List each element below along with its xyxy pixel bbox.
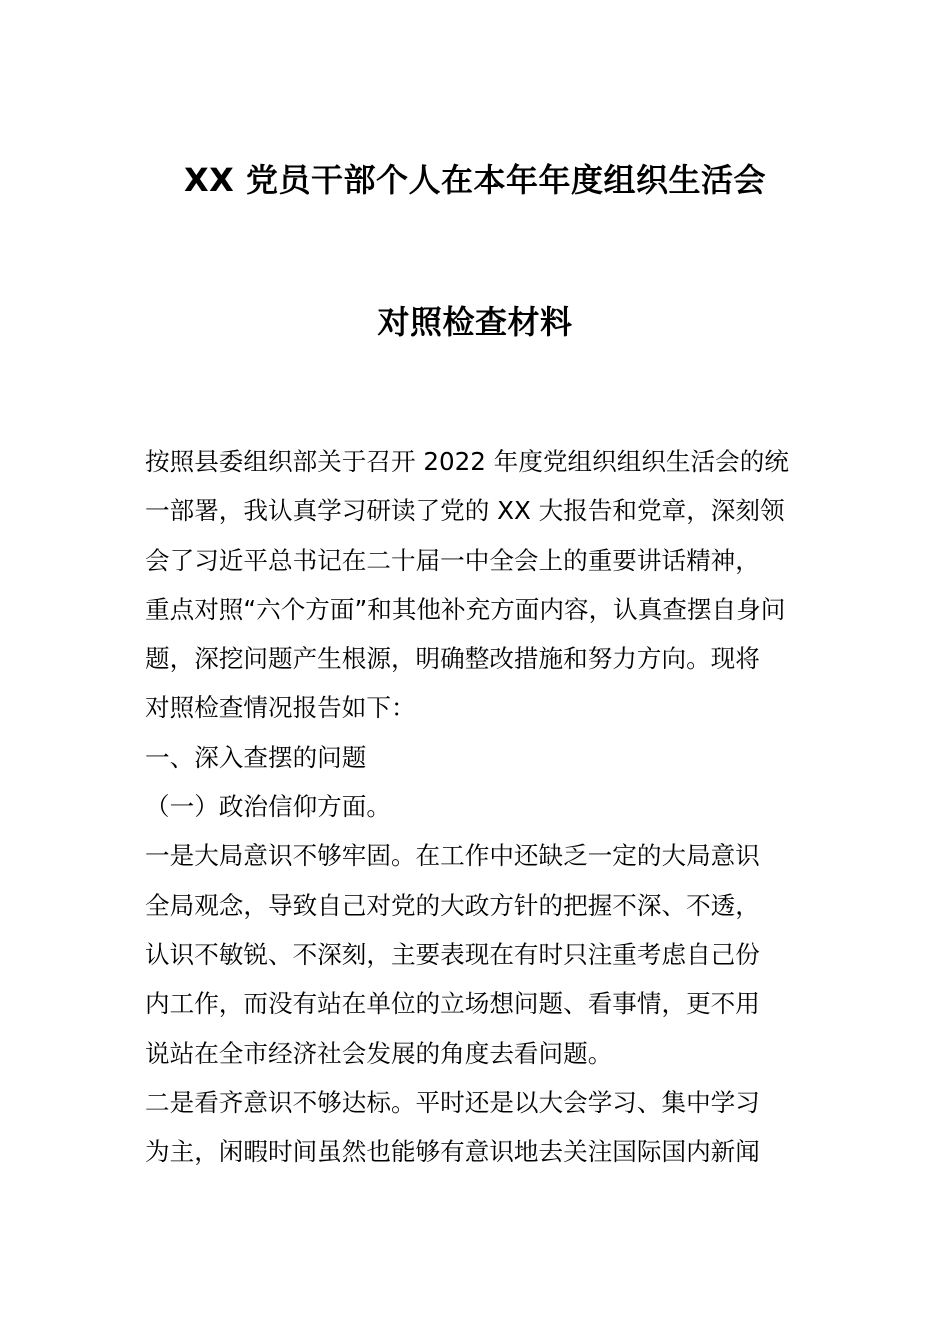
subsection-heading: （一）政治信仰方面。 [145,792,391,822]
document-title-line-2: 对照检查材料 [377,303,573,341]
section-heading: 一、深入查摆的问题 [145,742,367,772]
body-line: 全局观念，导致自己对党的大政方针的把握不深、不透， [145,890,760,920]
document-title-line-1: XX 党员干部个人在本年年度组织生活会 [184,161,766,199]
body-line: 重点对照“六个方面”和其他补充方面内容，认真查摆自身问 [145,594,786,624]
body-line: 题，深挖问题产生根源，明确整改措施和努力方向。现将 [145,644,760,674]
body-line: 二是看齐意识不够达标。平时还是以大会学习、集中学习 [145,1087,760,1117]
body-line: 内工作，而没有站在单位的立场想问题、看事情，更不用 [145,989,760,1019]
body-line: 一是大局意识不够牢固。在工作中还缺乏一定的大局意识 [145,841,760,871]
body-line: 对照检查情况报告如下： [145,693,416,723]
body-line: 按照县委组织部关于召开 2022 年度党组织组织生活会的统 [145,447,789,476]
body-line: 一部署，我认真学习研读了党的 XX 大报告和党章，深刻领 [145,496,785,526]
body-line: 会了习近平总书记在二十届一中全会上的重要讲话精神， [145,545,760,575]
body-line: 说站在全市经济社会发展的角度去看问题。 [145,1038,613,1068]
body-line: 认识不敏锐、不深刻，主要表现在有时只注重考虑自己份 [145,939,760,969]
document-body [145,442,810,1181]
body-line: 为主，闲暇时间虽然也能够有意识地去关注国际国内新闻 [145,1137,760,1167]
